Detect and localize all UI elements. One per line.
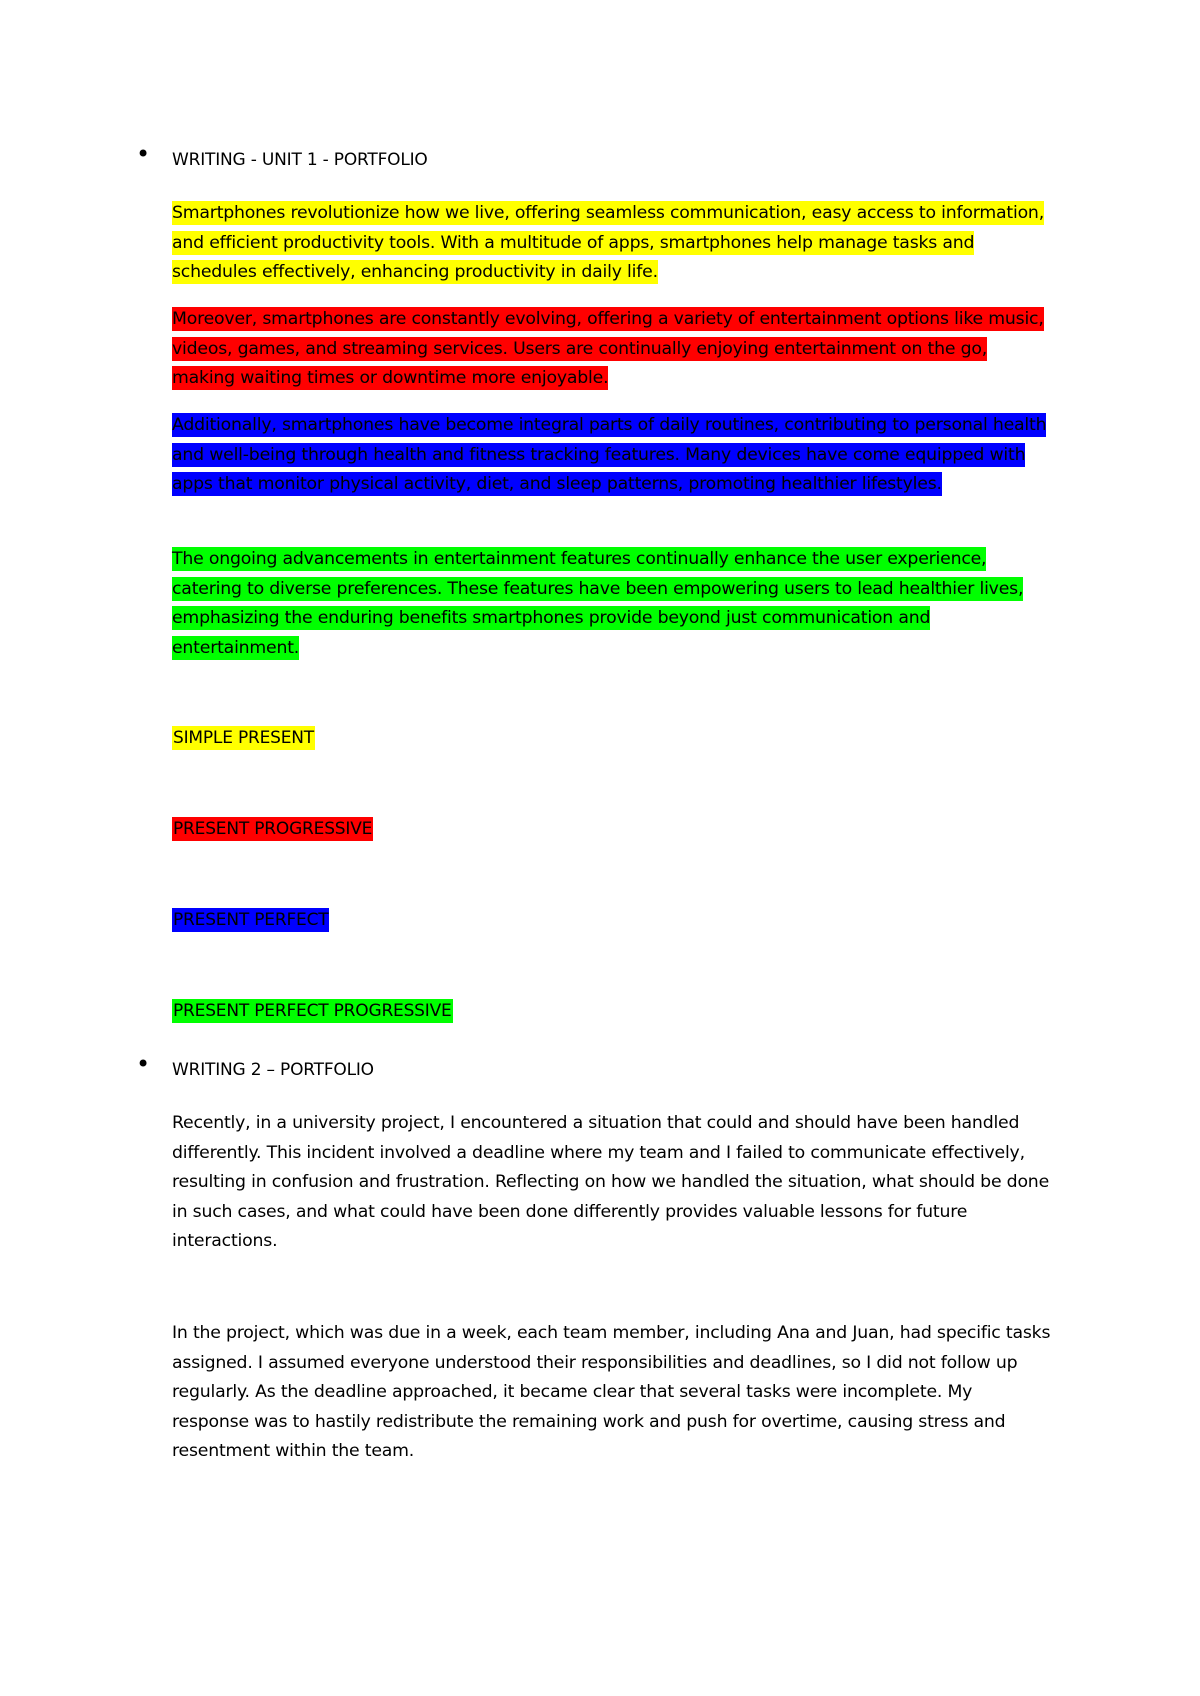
unit1-paragraph-present-perfect — [172, 411, 1052, 500]
legend-label: PRESENT PERFECT — [173, 910, 329, 930]
paragraph-text: Recently, in a university project, I encountered a situation that could and should have been handled differently. This incident involved a deadline where my team and I failed to communicate effectively, resulting in confusion and frustration. Reflecting on how we handled the situation, what should be done in such cases, and what could have been done differently provides valuable lessons for future interactions. — [172, 1113, 1049, 1251]
unit1-paragraph-simple-present — [172, 199, 1052, 288]
legend-label: SIMPLE PRESENT — [173, 728, 314, 748]
unit1-paragraph-present-progressive — [172, 305, 1052, 394]
bullet-icon: • — [136, 140, 151, 168]
unit2-heading: WRITING 2 – PORTFOLIO — [172, 1060, 374, 1080]
paragraph-text: Moreover, smartphones are constantly evolving, offering a variety of entertainment options like music, videos, games, and streaming services. Users are continually enjoying entertainment on the go, making waiting times or downtime more enjoyable. — [172, 309, 1044, 388]
paragraph-text: Additionally, smartphones have become integral parts of daily routines, contributing to personal health and well-being through health and fitness tracking features. Many devices have come equipped with apps that monitor physical activity, diet, and sleep patterns, promoting healthier lifestyles. — [172, 415, 1047, 494]
unit1-heading-block — [136, 140, 1052, 172]
paragraph-text: The ongoing advancements in entertainment features continually enhance the user experience, catering to diverse preferences. These features have been empowering users to lead healthier lives, emphasizing the enduring benefits smartphones provide beyond just communication and entertainment. — [172, 549, 1024, 658]
unit2-heading-block — [136, 1050, 1052, 1082]
unit1-heading: WRITING - UNIT 1 - PORTFOLIO — [172, 150, 428, 170]
legend-label: PRESENT PROGRESSIVE — [173, 819, 373, 839]
unit2-paragraph-1 — [172, 1109, 1052, 1257]
paragraph-text: In the project, which was due in a week, each team member, including Ana and Juan, had specific tasks assigned. I assumed everyone understood their responsibilities and deadlines, so I did not follow up regularly. As the deadline approached, it became clear that several tasks were incomplete. My response was to hastily redistribute the remaining work and push for overtime, causing stress and resentment within the team. — [172, 1323, 1051, 1461]
bullet-icon: • — [136, 1050, 151, 1078]
unit2-paragraph-2 — [172, 1319, 1052, 1467]
paragraph-text: Smartphones revolutionize how we live, offering seamless communication, easy access to information, and efficient productivity tools. With a multitude of apps, smartphones help manage tasks and schedules effectively, enhancing productivity in daily life. — [172, 203, 1044, 282]
legend-present-perfect-progressive — [172, 999, 1052, 1023]
legend-present-perfect — [172, 908, 1052, 932]
legend-label: PRESENT PERFECT PROGRESSIVE — [173, 1001, 452, 1021]
legend-present-progressive — [172, 817, 1052, 841]
legend-simple-present — [172, 726, 1052, 750]
unit1-paragraph-present-perfect-progressive — [172, 545, 1052, 663]
